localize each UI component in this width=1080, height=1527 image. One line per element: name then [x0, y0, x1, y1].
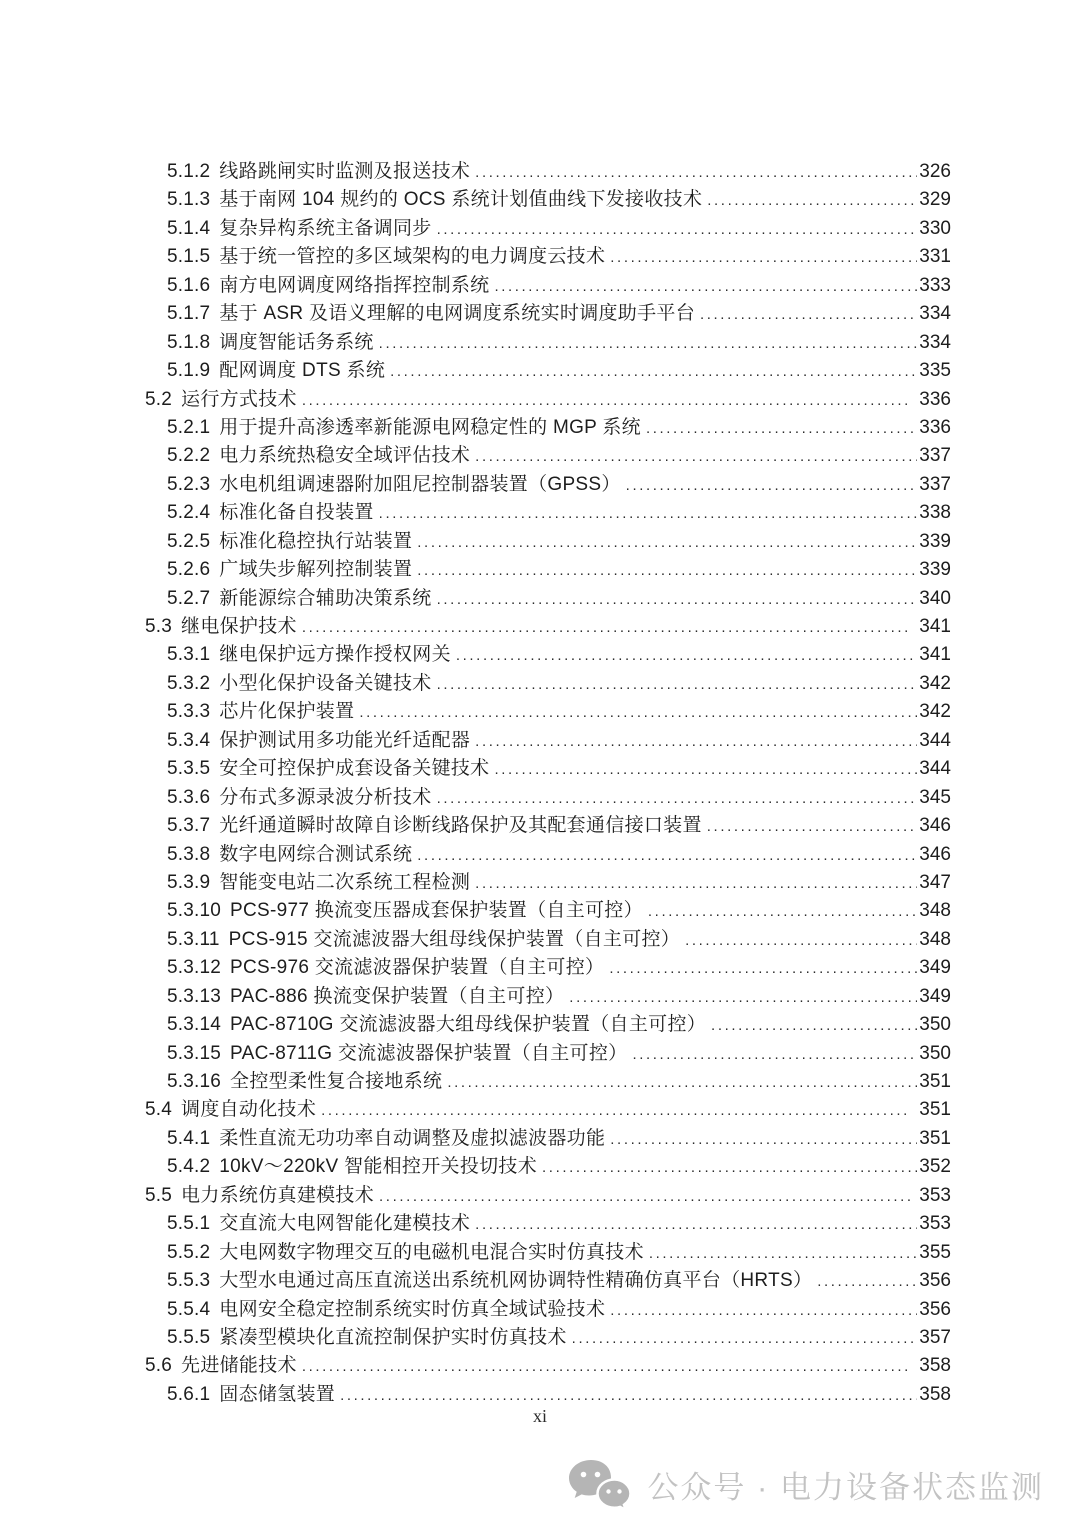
toc-entry-number: 5.3 — [145, 616, 173, 637]
toc-entry-page: 339 — [919, 559, 951, 581]
leader-dots — [390, 360, 917, 382]
toc-entry-number: 5.3.9 — [167, 871, 211, 893]
toc-entry — [145, 469, 951, 497]
toc-entry — [145, 895, 951, 923]
leader-dots — [437, 787, 918, 809]
toc-entry-page: 355 — [919, 1241, 951, 1263]
leader-dots — [542, 1156, 917, 1178]
leader-dots — [359, 701, 917, 723]
toc-entry-page: 346 — [919, 843, 951, 865]
toc-entry-number: 5.3.11 — [167, 928, 220, 950]
toc-entry-number: 5.2.7 — [167, 587, 211, 609]
toc-entry-page: 346 — [919, 815, 951, 837]
toc-entry-title: 光纤通道瞬时故障自诊断线路保护及其配套通信接口装置 — [219, 815, 702, 837]
toc-entry-page: 356 — [919, 1270, 951, 1292]
toc-entry-page: 353 — [919, 1213, 951, 1235]
toc-entry-page: 350 — [919, 1042, 951, 1064]
toc-entry-title: 配网调度 DTS 系统 — [219, 360, 386, 382]
leader-dots — [648, 900, 917, 922]
toc-entry-page: 337 — [919, 445, 951, 467]
leader-dots — [475, 730, 917, 752]
toc-entry-number: 5.3.6 — [167, 786, 211, 808]
toc-entry-title: 交直流大电网智能化建模技术 — [219, 1213, 471, 1235]
toc-entry-page: 348 — [919, 928, 951, 950]
toc-entry-page: 357 — [919, 1326, 951, 1348]
toc-entry-number: 5.3.4 — [167, 729, 211, 751]
toc-entry-number: 5.1.5 — [167, 246, 211, 268]
leader-dots — [626, 474, 918, 496]
leader-dots — [494, 758, 917, 780]
toc-entry-title: 复杂异构系统主备调同步 — [219, 217, 432, 239]
toc-entry-page: 335 — [919, 360, 951, 382]
toc-entry — [145, 156, 951, 184]
toc-entry-page: 349 — [919, 985, 951, 1007]
toc-entry-page: 350 — [919, 1014, 951, 1036]
toc-entry-title: PCS-915 交流滤波器大组母线保护装置（自主可控） — [228, 928, 681, 950]
toc-entry-page: 336 — [919, 388, 951, 410]
toc-entry-page: 344 — [919, 729, 951, 751]
toc-entry — [145, 753, 951, 781]
toc-entry-page: 352 — [919, 1156, 951, 1178]
toc-entry-page: 334 — [919, 303, 951, 325]
toc-entry — [145, 1151, 951, 1179]
toc-entry-title: 安全可控保护成套设备关键技术 — [219, 758, 490, 780]
toc-entry-page: 340 — [919, 587, 951, 609]
leader-dots — [685, 929, 917, 951]
toc-entry-number: 5.3.2 — [167, 672, 211, 694]
toc-entry — [145, 1294, 951, 1322]
toc-entry-number: 5.3.10 — [167, 900, 222, 922]
toc-entry — [145, 867, 951, 895]
toc-list — [145, 156, 951, 1407]
toc-entry-page: 337 — [919, 473, 951, 495]
toc-entry-title: 全控型柔性复合接地系统 — [230, 1071, 443, 1092]
toc-entry-title: 继电保护技术 — [181, 616, 297, 637]
leader-dots — [302, 616, 910, 638]
toc-entry-number: 5.2.2 — [167, 445, 211, 467]
toc-entry — [145, 981, 951, 1009]
leader-dots — [572, 1327, 918, 1349]
toc-entry-page: 339 — [919, 530, 951, 552]
toc-entry-title: 电网安全稳定控制系统实时仿真全域试验技术 — [219, 1298, 606, 1320]
toc-entry-page: 351 — [919, 1099, 951, 1121]
toc-entry — [145, 1094, 951, 1122]
toc-entry-number: 5.1.9 — [167, 360, 211, 382]
leader-dots — [610, 246, 917, 268]
toc-entry-title: PAC-8710G 交流滤波器大组母线保护装置（自主可控） — [230, 1014, 707, 1036]
toc-entry — [145, 839, 951, 867]
toc-entry-title: 分布式多源录波分析技术 — [219, 786, 432, 808]
leader-dots — [610, 1128, 917, 1150]
toc-entry — [145, 952, 951, 980]
toc-entry-page: 330 — [919, 217, 951, 239]
toc-entry-number: 5.4 — [145, 1099, 173, 1121]
toc-entry — [145, 327, 951, 355]
toc-entry — [145, 1038, 951, 1066]
toc-entry — [145, 355, 951, 383]
leader-dots — [379, 332, 918, 354]
toc-entry-number: 5.3.12 — [167, 957, 222, 979]
toc-entry-number: 5.2.3 — [167, 473, 211, 495]
toc-entry-number: 5.2.6 — [167, 559, 211, 581]
toc-entry-number: 5.3.13 — [167, 985, 222, 1007]
toc-entry — [145, 696, 951, 724]
watermark-text: 公众号 · 电力设备状态监测 — [647, 1469, 1044, 1505]
toc-entry — [145, 497, 951, 525]
leader-dots — [475, 445, 917, 467]
leader-dots — [302, 389, 910, 411]
toc-entry-title: 基于南网 104 规约的 OCS 系统计划值曲线下发接收技术 — [219, 189, 703, 211]
toc-entry-title: 用于提升高渗透率新能源电网稳定性的 MGP 系统 — [219, 416, 641, 438]
toc-entry — [145, 1208, 951, 1236]
toc-entry-title: 新能源综合辅助决策系统 — [219, 587, 432, 609]
toc-entry-number: 5.5.1 — [167, 1213, 211, 1235]
toc-entry — [145, 1322, 951, 1350]
toc-entry-title: 调度智能话务系统 — [219, 331, 374, 353]
toc-entry-number: 5.6 — [145, 1355, 173, 1377]
toc-entry-title: 数字电网综合测试系统 — [219, 843, 413, 865]
leader-dots — [456, 644, 917, 666]
leader-dots — [417, 531, 917, 553]
toc-entry-number: 5.3.5 — [167, 758, 211, 780]
toc-entry-page: 329 — [919, 189, 951, 211]
leader-dots — [494, 275, 917, 297]
toc-entry — [145, 1237, 951, 1265]
leader-dots — [437, 673, 918, 695]
toc-entry-page: 358 — [919, 1355, 951, 1377]
leader-dots — [646, 417, 917, 439]
leader-dots — [610, 1299, 917, 1321]
toc-entry — [145, 725, 951, 753]
toc-entry-number: 5.2.4 — [167, 502, 211, 524]
toc-entry-title: 基于统一管控的多区域架构的电力调度云技术 — [219, 246, 606, 268]
leader-dots — [649, 1242, 917, 1264]
leader-dots — [340, 1384, 917, 1406]
toc-entry-number: 5.1.4 — [167, 217, 211, 239]
toc-entry-title: PAC-886 换流变保护装置（自主可控） — [230, 985, 565, 1007]
watermark — [567, 1458, 1044, 1510]
leader-dots — [417, 559, 917, 581]
toc-entry-title: 调度自动化技术 — [181, 1099, 317, 1121]
toc-entry-page: 338 — [919, 502, 951, 524]
toc-entry-page: 351 — [919, 1071, 951, 1092]
toc-entry — [145, 1066, 951, 1094]
toc-entry — [145, 583, 951, 611]
toc-entry-number: 5.3.1 — [167, 644, 211, 666]
toc-entry-number: 5.4.2 — [167, 1156, 211, 1178]
toc-entry-title: 芯片化保护装置 — [219, 701, 355, 723]
toc-entry-page: 331 — [919, 246, 951, 268]
toc-entry-page: 326 — [919, 161, 951, 182]
toc-entry — [145, 1009, 951, 1037]
toc-entry-title: 小型化保护设备关键技术 — [219, 672, 432, 694]
toc-entry-title: 广域失步解列控制装置 — [219, 559, 413, 581]
leader-dots — [711, 1014, 917, 1036]
toc-entry-page: 336 — [919, 416, 951, 438]
toc-entry-number: 5.4.1 — [167, 1127, 211, 1149]
toc-entry-title: PAC-8711G 交流滤波器保护装置（自主可控） — [230, 1042, 628, 1064]
leader-dots — [447, 1071, 917, 1093]
toc-entry-number: 5.5 — [145, 1184, 173, 1206]
toc-entry-number: 5.6.1 — [167, 1383, 211, 1405]
leader-dots — [379, 1185, 910, 1207]
toc-entry — [145, 924, 951, 952]
toc-entry — [145, 554, 951, 582]
toc-entry-title: 先进储能技术 — [181, 1355, 297, 1377]
leader-dots — [417, 844, 917, 866]
toc-entry-title: PCS-976 交流滤波器保护装置（自主可控） — [230, 957, 605, 979]
toc-entry-number: 5.1.3 — [167, 189, 211, 211]
toc-entry-number: 5.3.15 — [167, 1042, 222, 1064]
leader-dots — [302, 1355, 910, 1377]
page-number: xi — [532, 1406, 547, 1426]
leader-dots — [700, 303, 917, 325]
toc-entry-number: 5.2.1 — [167, 416, 211, 438]
wechat-icon — [567, 1458, 633, 1510]
toc-entry-title: 固态储氢装置 — [219, 1383, 336, 1405]
toc-entry-number: 5.1.2 — [167, 161, 211, 182]
toc-entry-page: 342 — [919, 701, 951, 723]
toc-entry — [145, 668, 951, 696]
leader-dots — [475, 872, 917, 894]
toc-entry-number: 5.5.2 — [167, 1241, 211, 1263]
toc-entry-page: 349 — [919, 957, 951, 979]
toc-entry — [145, 639, 951, 667]
toc-entry — [145, 298, 951, 326]
toc-entry — [145, 412, 951, 440]
toc-entry-number: 5.3.7 — [167, 815, 211, 837]
toc-entry-number: 5.3.8 — [167, 843, 211, 865]
toc-entry — [145, 611, 951, 639]
toc-entry — [145, 1265, 951, 1293]
toc-entry-title: 保护测试用多功能光纤适配器 — [219, 729, 471, 751]
toc-entry-number: 5.2.5 — [167, 530, 211, 552]
toc-entry-title: 紧凑型模块化直流控制保护实时仿真技术 — [219, 1326, 567, 1348]
toc-entry-page: 334 — [919, 331, 951, 353]
toc-entry — [145, 1123, 951, 1151]
leader-dots — [569, 986, 917, 1008]
toc-entry — [145, 384, 951, 412]
toc-entry-title: PCS-977 换流变压器成套保护装置（自主可控） — [230, 900, 643, 922]
toc-entry-page: 345 — [919, 786, 951, 808]
toc-entry-page: 342 — [919, 672, 951, 694]
toc-entry-page: 358 — [919, 1383, 951, 1405]
toc-entry-number: 5.5.4 — [167, 1298, 211, 1320]
leader-dots — [817, 1270, 917, 1292]
toc-entry-number: 5.5.5 — [167, 1326, 211, 1348]
toc-entry — [145, 782, 951, 810]
toc-entry-number: 5.3.14 — [167, 1014, 222, 1036]
toc-entry-title: 电力系统热稳安全域评估技术 — [219, 445, 471, 467]
toc-entry — [145, 184, 951, 212]
leader-dots — [437, 588, 918, 610]
toc-entry-number: 5.3.16 — [167, 1071, 222, 1092]
toc-entry-page: 341 — [919, 616, 951, 637]
toc-entry-page: 333 — [919, 274, 951, 296]
leader-dots — [437, 218, 918, 240]
toc-entry-page: 351 — [919, 1127, 951, 1149]
toc-entry-title: 10kV～220kV 智能相控开关投切技术 — [219, 1156, 538, 1178]
leader-dots — [632, 1043, 917, 1065]
toc-entry-title: 电力系统仿真建模技术 — [181, 1184, 375, 1206]
leader-dots — [707, 815, 918, 837]
toc-entry-title: 基于 ASR 及语义理解的电网调度系统实时调度助手平台 — [219, 303, 695, 325]
toc-entry — [145, 241, 951, 269]
toc-entry — [145, 1379, 951, 1407]
toc-entry-title: 标准化稳控执行站装置 — [219, 530, 413, 552]
leader-dots — [475, 1213, 917, 1235]
leader-dots — [379, 502, 918, 524]
toc-entry — [145, 810, 951, 838]
toc-entry-number: 5.2 — [145, 388, 173, 410]
toc-entry-number: 5.3.3 — [167, 701, 211, 723]
toc-entry-title: 南方电网调度网络指挥控制系统 — [219, 274, 490, 296]
toc-entry-title: 智能变电站二次系统工程检测 — [219, 871, 471, 893]
toc-entry — [145, 526, 951, 554]
toc-entry-title: 线路跳闸实时监测及报送技术 — [219, 161, 471, 182]
leader-dots — [707, 189, 917, 211]
toc-entry-number: 5.5.3 — [167, 1270, 211, 1292]
leader-dots — [475, 161, 917, 183]
toc-entry — [145, 270, 951, 298]
toc-entry-page: 348 — [919, 900, 951, 922]
toc-entry-title: 继电保护远方操作授权网关 — [219, 644, 451, 666]
leader-dots — [321, 1099, 910, 1121]
toc-entry — [145, 1350, 951, 1378]
toc-entry-number: 5.1.6 — [167, 274, 211, 296]
toc-entry — [145, 213, 951, 241]
toc-entry-title: 标准化备自投装置 — [219, 502, 374, 524]
toc-entry-number: 5.1.7 — [167, 303, 211, 325]
toc-entry-title: 运行方式技术 — [181, 388, 297, 410]
toc-entry-title: 柔性直流无功功率自动调整及虚拟滤波器功能 — [219, 1127, 606, 1149]
leader-dots — [609, 957, 917, 979]
toc-entry-page: 347 — [919, 871, 951, 893]
toc-entry-page: 341 — [919, 644, 951, 666]
toc-entry-page: 344 — [919, 758, 951, 780]
toc-entry-title: 大型水电通过高压直流送出系统机网协调特性精确仿真平台（HRTS） — [219, 1270, 813, 1292]
toc-entry-number: 5.1.8 — [167, 331, 211, 353]
toc-entry-page: 356 — [919, 1298, 951, 1320]
toc-entry-title: 水电机组调速器附加阻尼控制器装置（GPSS） — [219, 473, 621, 495]
toc-entry-title: 大电网数字物理交互的电磁机电混合实时仿真技术 — [219, 1241, 644, 1263]
toc-entry-page: 353 — [919, 1184, 951, 1206]
toc-entry — [145, 440, 951, 468]
toc-entry — [145, 1180, 951, 1208]
